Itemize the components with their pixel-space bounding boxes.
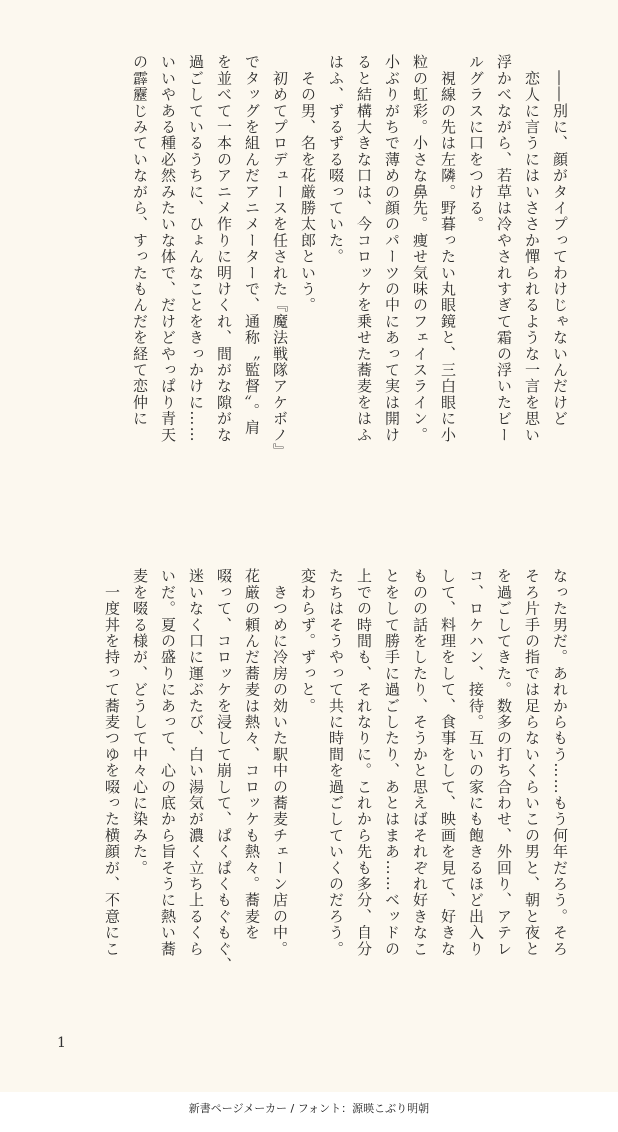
- text-line: して、料理をして、食事をして、映画を見て、好きな: [439, 568, 457, 957]
- text-line: ルグラスに口をつける。: [467, 54, 485, 233]
- text-line: きつめに冷房の効いた駅中の蕎麦チェーン店の中。: [271, 568, 289, 957]
- text-line: 麦を啜る様が、どうして中々心に染みた。: [131, 568, 149, 876]
- text-line: ――別に、顔がタイプってわけじゃないんだけど: [551, 54, 569, 427]
- text-line: とをして勝手に過ごしたり、あとはまあ……ベッドの: [383, 568, 401, 957]
- text-line: たちはそうやって共に時間を過ごしていくのだろう。: [327, 568, 345, 957]
- text-line: いいやある種必然みたいな体で、だけどやっぱり青天: [159, 54, 177, 443]
- text-line: 花厳の頼んだ蕎麦は熱々、コロッケも熱々。蕎麦を: [243, 568, 261, 941]
- text-line: 啜って、コロッケを浸して崩して、ぱくぱくもぐもぐ、: [215, 568, 233, 973]
- text-line: でタッグを組んだアニメーターで、通称〝監督〟。肩: [243, 54, 261, 436]
- text-line: の霹靂じみていながら、すったもんだを経て恋仲に: [131, 54, 149, 427]
- text-line: いだ。夏の盛りにあって、心の底から旨そうに熱い蕎: [159, 568, 177, 957]
- text-line: その男、名を花厳勝太郎という。: [299, 54, 317, 314]
- text-line: 過ごしているうちに、ひょんなことをきっかけに……: [187, 54, 205, 443]
- text-line: 視線の先は左隣。野暮ったい丸眼鏡と、三白眼に小: [439, 54, 457, 443]
- text-line: 初めてプロデュースを任された『魔法戦隊アケボノ』: [271, 54, 289, 459]
- text-block-upper: [126, 54, 574, 524]
- text-line: ものの話をしたり、そうかと思えばそれぞれ好きなこ: [411, 568, 429, 957]
- text-line: ると結構大きな口は、今コロッケを乗せた蕎麦をはふ: [355, 54, 373, 443]
- text-block-lower: [98, 568, 574, 1038]
- text-line: はふ、ずるずる啜っていた。: [327, 54, 345, 265]
- text-line: 恋人に言うにはいささか憚られるような一言を思い: [523, 54, 541, 443]
- text-line: を過ごしてきた。数多の打ち合わせ、外回り、アテレ: [495, 568, 513, 957]
- text-line: なった男だ。あれからもう……もう何年だろう。そろ: [551, 568, 569, 957]
- text-line: 変わらず。ずっと。: [299, 568, 317, 714]
- page-number: 1: [57, 1035, 66, 1051]
- text-line: 小ぶりがちで薄めの顔のパーツの中にあって実は開け: [383, 54, 401, 443]
- text-line: コ、ロケハン、接待。互いの家にも飽きるほど出入り: [467, 568, 485, 957]
- text-line: を並べて一本のアニメ作りに明けくれ、間がな隙がな: [215, 54, 233, 443]
- footer-credit: 新書ページメーカー / フォント：源暎こぶり明朝: [188, 1102, 430, 1115]
- text-line: 粒の虹彩。小さな鼻先。痩せ気味のフェイスライン。: [411, 54, 429, 443]
- text-line: そろ片手の指では足らないくらいこの男と、朝と夜と: [523, 568, 541, 957]
- text-line: 一度丼を持って蕎麦つゆを啜った横顔が、不意にこ: [103, 568, 121, 957]
- text-line: 浮かべながら、若草は冷やされすぎて霜の浮いたビー: [495, 54, 513, 443]
- text-line: 上での時間も、それなりに。これから先も多分、自分: [355, 568, 373, 957]
- text-line: 迷いなく口に運ぶたび、白い湯気が濃く立ち上るくら: [187, 568, 205, 957]
